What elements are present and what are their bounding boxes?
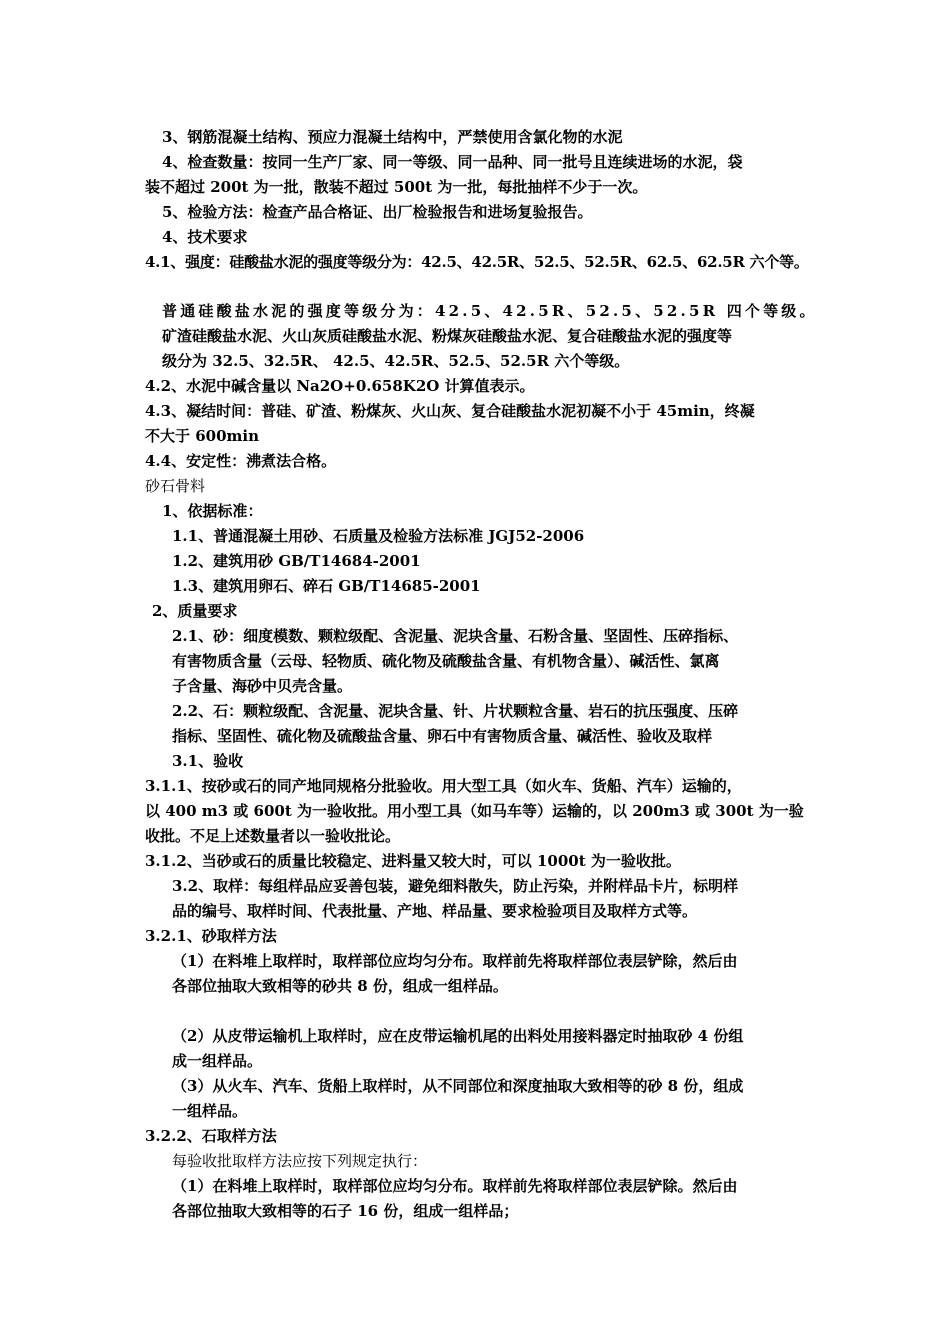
text-line: 4.4、安定性：沸煮法合格。 (145, 452, 337, 470)
text-line: 3.1.2、当砂或石的质量比较稳定、进料量又较大时，可以 1000t 为一验收批。 (145, 852, 681, 870)
section-heading: 3.2.1、砂取样方法 (145, 927, 277, 945)
text-line: 3.2、取样：每组样品应妥善包装，避免细料散失，防止污染，并附样品卡片，标明样 (172, 877, 739, 895)
text-line: 普通硅酸盐水泥的强度等级分为：42.5、42.5R、52.5、52.5R 四个等级。 (162, 302, 818, 320)
text-line: （3）从火车、汽车、货船上取样时，从不同部位和深度抽取大致相等的砂 8 份，组成 (172, 1077, 744, 1095)
text-line: 各部位抽取大致相等的石子 16 份，组成一组样品； (172, 1202, 519, 1220)
text-line: 4.3、凝结时间：普硅、矿渣、粉煤灰、火山灰、复合硅酸盐水泥初凝不小于 45min，终凝 (145, 402, 755, 420)
text-line: 有害物质含量（云母、轻物质、硫化物及硫酸盐含量、有机物含量）、碱活性、氯离 (172, 652, 720, 670)
section-heading: 2、质量要求 (152, 602, 238, 620)
text-line: 1.2、建筑用砂 GB/T14684-2001 (172, 552, 421, 570)
text-line: 2.1、砂：细度模数、颗粒级配、含泥量、泥块含量、石粉含量、坚固性、压碎指标、 (172, 627, 739, 645)
text-line: 指标、坚固性、硫化物及硫酸盐含量、卵石中有害物质含量、碱活性、验收及取样 (172, 727, 713, 745)
text-line: 3.1.1、按砂或石的同产地同规格分批验收。用大型工具（如火车、货船、汽车）运输的， (145, 777, 742, 795)
text-line: 5、检验方法：检查产品合格证、出厂检验报告和进场复验报告。 (162, 203, 593, 221)
text-line: 矿渣硅酸盐水泥、火山灰质硅酸盐水泥、粉煤灰硅酸盐水泥、复合硅酸盐水泥的强度等 (162, 327, 733, 345)
text-line: 各部位抽取大致相等的砂共 8 份，组成一组样品。 (172, 977, 508, 995)
text-line: 2.2、石：颗粒级配、含泥量、泥块含量、针、片状颗粒含量、岩石的抗压强度、压碎 (172, 702, 739, 720)
text-line: （1）在料堆上取样时，取样部位应均匀分布。取样前先将取样部位表层铲除。然后由 (172, 1177, 738, 1195)
text-line: 成一组样品。 (172, 1052, 263, 1070)
section-heading: 1、依据标准： (162, 502, 263, 520)
text-line: 子含量、海砂中贝壳含量。 (172, 677, 353, 695)
text-line: 收批。不足上述数量者以一验收批论。 (145, 827, 401, 845)
section-heading: 4、技术要求 (162, 228, 248, 246)
section-heading: 3.2.2、石取样方法 (145, 1127, 277, 1145)
text-line: （2）从皮带运输机上取样时，应在皮带运输机尾的出料处用接料器定时抽取砂 4 份组 (172, 1027, 744, 1045)
text-line: 1.1、普通混凝土用砂、石质量及检验方法标准 JGJ52-2006 (172, 527, 585, 545)
text-line: 每验收批取样方法应按下列规定执行： (172, 1152, 428, 1170)
text-line: （1）在料堆上取样时，取样部位应均匀分布。取样前先将取样部位表层铲除，然后由 (172, 952, 738, 970)
text-line: 4.1、强度：硅酸盐水泥的强度等级分为：42.5、42.5R、52.5、52.5R、62.5、62.5R 六个等。 (145, 253, 809, 271)
text-line: 品的编号、取样时间、代表批量、产地、样品量、要求检验项目及取样方式等。 (172, 902, 698, 920)
text-line: 不大于 600min (145, 427, 260, 445)
text-line: 4.2、水泥中碱含量以 Na2O+0.658K2O 计算值表示。 (145, 377, 535, 395)
section-heading: 砂石骨料 (145, 477, 206, 495)
section-heading: 3.1、验收 (172, 752, 244, 770)
text-line: 级分为 32.5、32.5R、 42.5、42.5R、52.5、52.5R 六个等级。 (162, 352, 630, 370)
text-line: 3、钢筋混凝土结构、预应力混凝土结构中，严禁使用含氯化物的水泥 (162, 128, 623, 146)
text-line: 装不超过 200t 为一批，散装不超过 500t 为一批，每批抽样不少于一次。 (145, 178, 648, 196)
text-line: 一组样品。 (172, 1102, 248, 1120)
text-line: 以 400 m3 或 600t 为一验收批。用小型工具（如马车等）运输的，以 200m3 或 300t 为一验 (145, 802, 804, 820)
text-line: 1.3、建筑用卵石、碎石 GB/T14685-2001 (172, 577, 481, 595)
text-line: 4、检查数量：按同一生产厂家、同一等级、同一品种、同一批号且连续进场的水泥，袋 (162, 153, 743, 171)
